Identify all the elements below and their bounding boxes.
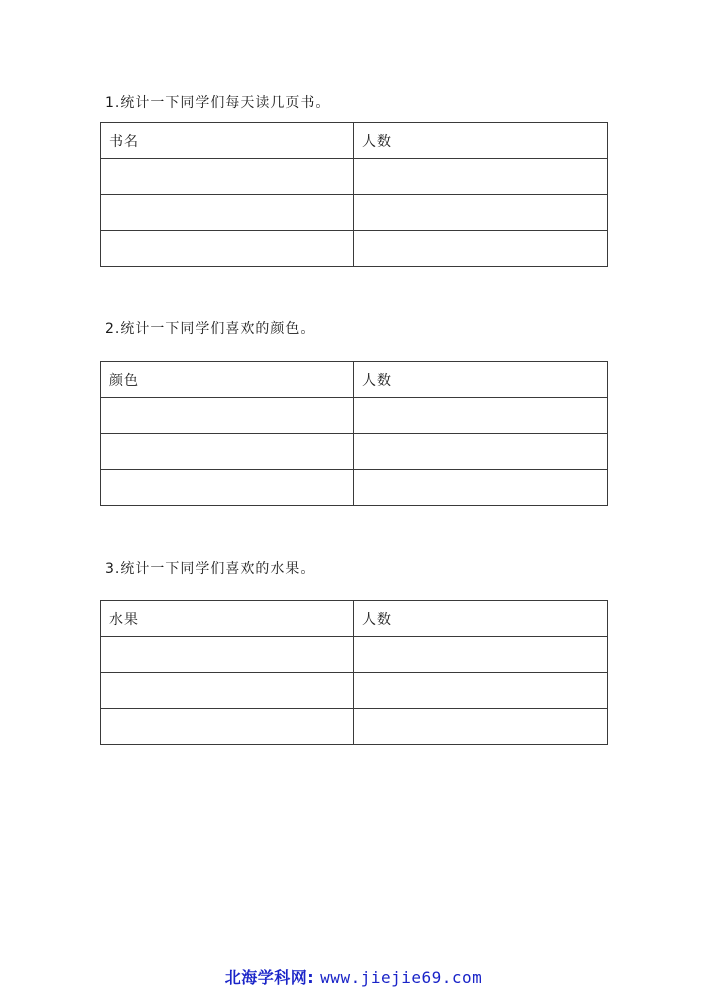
footer-watermark	[0, 965, 707, 988]
table-row	[101, 398, 608, 434]
table-1	[100, 122, 608, 267]
count-cell[interactable]	[354, 673, 608, 709]
item-cell[interactable]	[101, 398, 354, 434]
item-cell[interactable]	[101, 195, 354, 231]
table-row	[101, 434, 608, 470]
count-cell[interactable]	[354, 231, 608, 267]
header-cell-item: 颜色	[101, 362, 354, 398]
header-cell-item: 水果	[101, 601, 354, 637]
footer-site-name: 北海学科网:	[224, 968, 315, 987]
table-row	[101, 709, 608, 745]
table-2	[100, 361, 608, 506]
header-cell-item: 书名	[101, 123, 354, 159]
count-cell[interactable]	[354, 195, 608, 231]
table-row	[101, 673, 608, 709]
header-cell-count: 人数	[354, 601, 608, 637]
table-row	[101, 195, 608, 231]
header-cell-count: 人数	[354, 123, 608, 159]
count-cell[interactable]	[354, 637, 608, 673]
table-3	[100, 600, 608, 745]
question-2: 2.统计一下同学们喜欢的颜色。	[105, 321, 316, 337]
count-cell[interactable]	[354, 434, 608, 470]
item-cell[interactable]	[101, 434, 354, 470]
table-row	[101, 159, 608, 195]
count-cell[interactable]	[354, 470, 608, 506]
table-row	[101, 231, 608, 267]
item-cell[interactable]	[101, 159, 354, 195]
item-cell[interactable]	[101, 709, 354, 745]
item-cell[interactable]	[101, 231, 354, 267]
footer-url[interactable]: www.jiejie69.com	[320, 968, 483, 987]
count-cell[interactable]	[354, 398, 608, 434]
table-header-row	[101, 123, 608, 159]
question-3: 3.统计一下同学们喜欢的水果。	[105, 561, 316, 577]
table-row	[101, 470, 608, 506]
header-cell-count: 人数	[354, 362, 608, 398]
item-cell[interactable]	[101, 470, 354, 506]
count-cell[interactable]	[354, 709, 608, 745]
table-header-row	[101, 601, 608, 637]
item-cell[interactable]	[101, 673, 354, 709]
item-cell[interactable]	[101, 637, 354, 673]
table-header-row	[101, 362, 608, 398]
table-row	[101, 637, 608, 673]
question-1: 1.统计一下同学们每天读几页书。	[105, 95, 331, 111]
count-cell[interactable]	[354, 159, 608, 195]
